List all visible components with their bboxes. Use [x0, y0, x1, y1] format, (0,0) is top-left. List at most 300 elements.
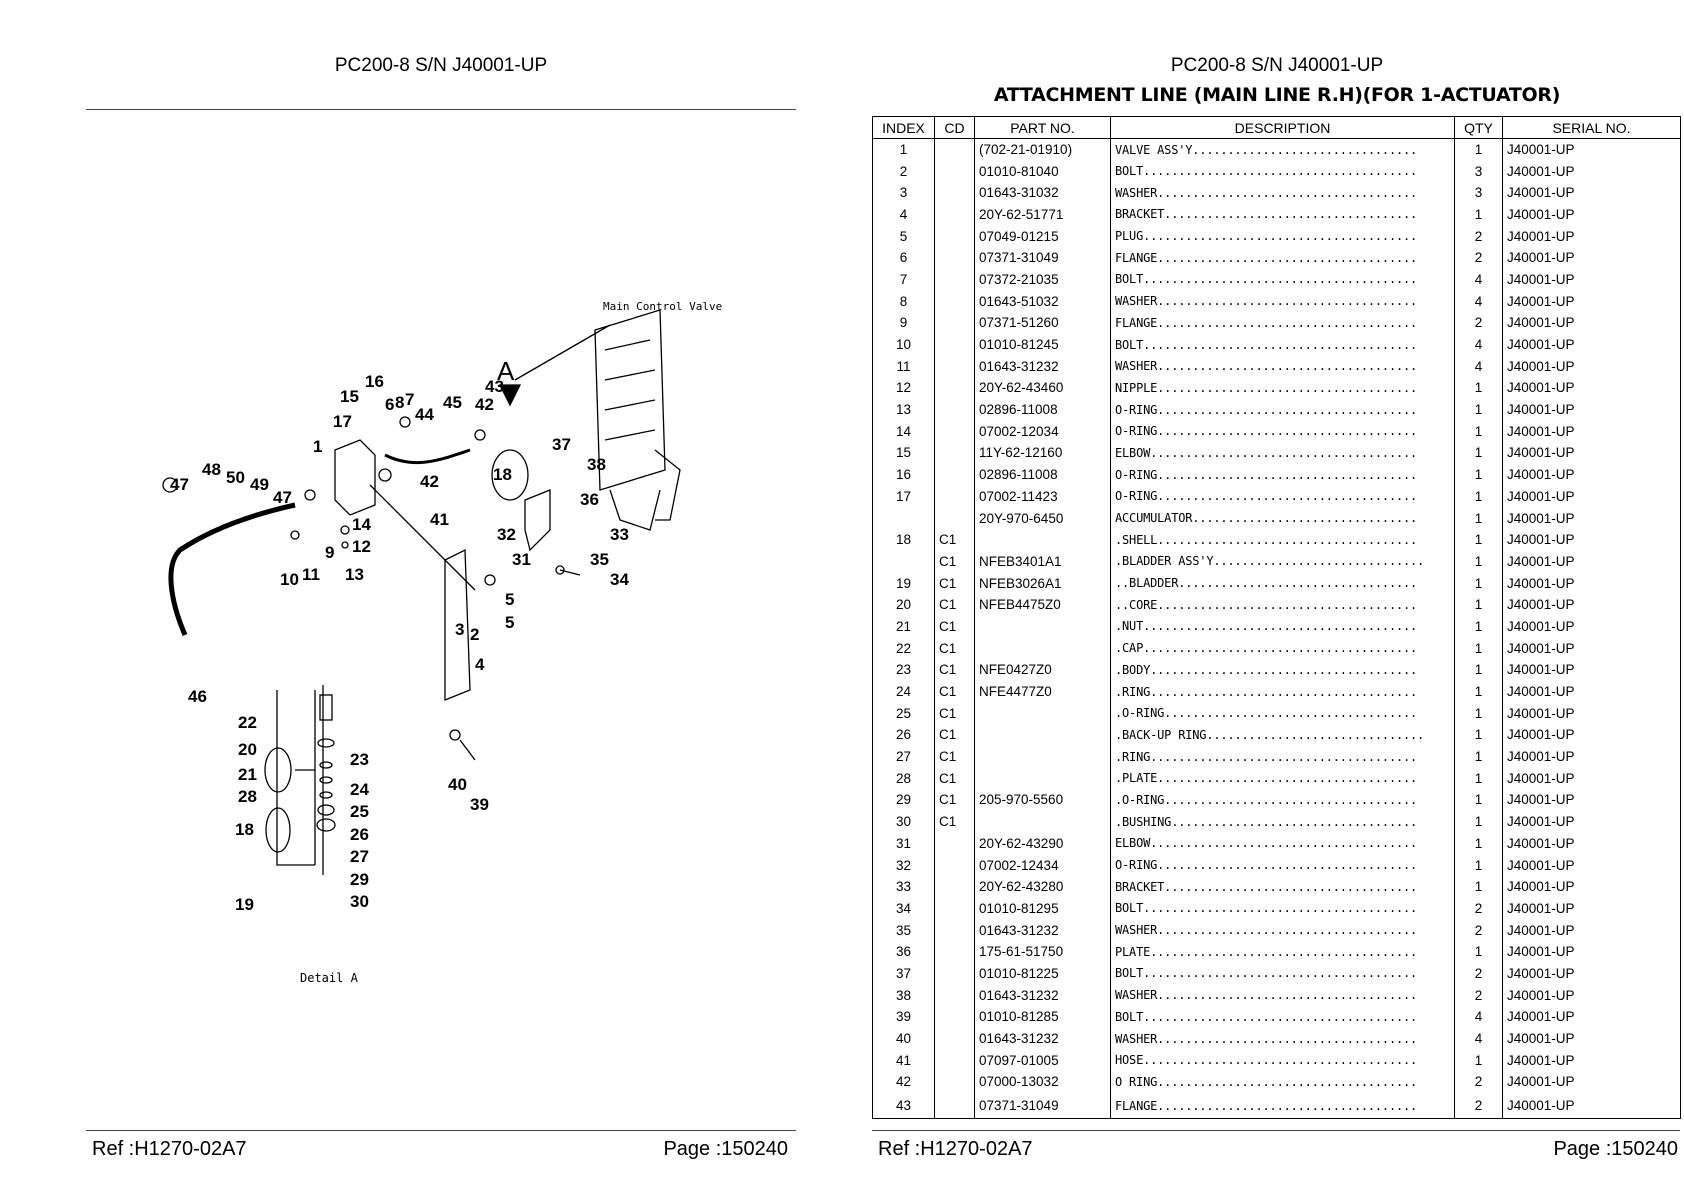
cell-serial: J40001-UP: [1503, 442, 1681, 464]
cell-part: 01643-31232: [975, 1028, 1111, 1050]
callout-44: 44: [415, 405, 434, 424]
cell-qty: 1: [1455, 594, 1503, 616]
table-row: [873, 486, 1681, 508]
cell-part: 07371-51260: [975, 312, 1111, 334]
table-row: [873, 529, 1681, 551]
cell-qty: 2: [1455, 1071, 1503, 1093]
cell-desc: .O-RING....................................: [1111, 789, 1455, 811]
callout-46: 46: [188, 687, 207, 706]
cell-serial: J40001-UP: [1503, 811, 1681, 833]
table-row: [873, 681, 1681, 703]
cell-index: [873, 507, 935, 529]
callout-49: 49: [250, 475, 269, 494]
callout-1: 1: [313, 437, 323, 456]
cell-qty: 1: [1455, 464, 1503, 486]
callout-29: 29: [350, 870, 369, 889]
table-row: [873, 1006, 1681, 1028]
cell-cd: [935, 1028, 975, 1050]
cell-serial: J40001-UP: [1503, 1028, 1681, 1050]
callout-47b: 47: [273, 488, 292, 507]
cell-desc: .BACK-UP RING...............................: [1111, 724, 1455, 746]
cell-qty: 4: [1455, 355, 1503, 377]
table-row: [873, 139, 1681, 161]
callout-48: 48: [202, 460, 221, 479]
cell-qty: 2: [1455, 247, 1503, 269]
cell-part: 02896-11008: [975, 399, 1111, 421]
table-row: [873, 659, 1681, 681]
callout-2: 2: [470, 625, 480, 644]
cell-part: 01010-81285: [975, 1006, 1111, 1028]
right-page-number: Page :150240: [1553, 1138, 1678, 1160]
cell-index: 22: [873, 637, 935, 659]
cell-index: 9: [873, 312, 935, 334]
cell-part: 20Y-62-43460: [975, 377, 1111, 399]
exploded-parts-diagram: [140, 290, 740, 1010]
callout-6: 6: [385, 395, 395, 414]
parts-table-body: [873, 139, 1681, 1119]
cell-desc: ELBOW......................................: [1111, 442, 1455, 464]
cell-index: 10: [873, 334, 935, 356]
cell-serial: J40001-UP: [1503, 551, 1681, 573]
callout-7: 7: [405, 390, 415, 409]
cell-qty: 1: [1455, 941, 1503, 963]
left-page-model-header: PC200-8 S/N J40001-UP: [334, 55, 548, 76]
table-row: [873, 919, 1681, 941]
callout-5b: 5: [505, 613, 515, 632]
callout-17: 17: [333, 412, 352, 431]
table-row: [873, 399, 1681, 421]
cell-index: 11: [873, 355, 935, 377]
cell-cd: [935, 963, 975, 985]
cell-part: [975, 767, 1111, 789]
cell-serial: J40001-UP: [1503, 594, 1681, 616]
cell-index: 34: [873, 898, 935, 920]
cell-part: 175-61-51750: [975, 941, 1111, 963]
table-row: [873, 963, 1681, 985]
cell-serial: J40001-UP: [1503, 139, 1681, 161]
cell-part: 07002-12034: [975, 420, 1111, 442]
table-row: [873, 464, 1681, 486]
table-row: [873, 225, 1681, 247]
cell-desc: NIPPLE.....................................: [1111, 377, 1455, 399]
cell-serial: J40001-UP: [1503, 833, 1681, 855]
cell-index: 2: [873, 160, 935, 182]
callout-5a: 5: [505, 590, 515, 609]
cell-cd: [935, 854, 975, 876]
table-row: [873, 204, 1681, 226]
cell-cd: C1: [935, 702, 975, 724]
cell-desc: WASHER.....................................: [1111, 290, 1455, 312]
cell-part: NFEB4475Z0: [975, 594, 1111, 616]
cell-qty: 3: [1455, 182, 1503, 204]
cell-qty: 1: [1455, 833, 1503, 855]
cell-desc: O-RING.....................................: [1111, 486, 1455, 508]
callout-43: 43: [485, 377, 504, 396]
cell-part: 01010-81040: [975, 160, 1111, 182]
cell-index: 43: [873, 1093, 935, 1119]
cell-desc: .CAP.......................................: [1111, 637, 1455, 659]
table-row: [873, 1028, 1681, 1050]
cell-serial: J40001-UP: [1503, 1006, 1681, 1028]
cell-serial: J40001-UP: [1503, 160, 1681, 182]
cell-serial: J40001-UP: [1503, 290, 1681, 312]
cell-part: 01643-31232: [975, 919, 1111, 941]
cell-qty: 4: [1455, 334, 1503, 356]
callout-10: 10: [280, 570, 299, 589]
cell-cd: [935, 399, 975, 421]
cell-cd: [935, 160, 975, 182]
cell-desc: .RING......................................: [1111, 746, 1455, 768]
callout-19: 19: [235, 895, 254, 914]
left-footer-rule: [86, 1130, 796, 1131]
cell-index: 18: [873, 529, 935, 551]
callout-45: 45: [443, 393, 462, 412]
cell-qty: 1: [1455, 876, 1503, 898]
table-row: [873, 789, 1681, 811]
cell-serial: J40001-UP: [1503, 334, 1681, 356]
cell-desc: WASHER.....................................: [1111, 355, 1455, 377]
table-row: [873, 746, 1681, 768]
table-row: [873, 269, 1681, 291]
cell-index: 8: [873, 290, 935, 312]
cell-qty: 2: [1455, 898, 1503, 920]
header-part-no: PART NO.: [975, 117, 1111, 139]
cell-qty: 4: [1455, 1028, 1503, 1050]
cell-cd: [935, 290, 975, 312]
table-row: [873, 898, 1681, 920]
cell-qty: 1: [1455, 399, 1503, 421]
callout-25: 25: [350, 802, 369, 821]
cell-qty: 1: [1455, 616, 1503, 638]
cell-serial: J40001-UP: [1503, 529, 1681, 551]
cell-serial: J40001-UP: [1503, 247, 1681, 269]
cell-index: 37: [873, 963, 935, 985]
cell-cd: C1: [935, 811, 975, 833]
callout-18b: 18: [235, 820, 254, 839]
cell-part: 01643-31032: [975, 182, 1111, 204]
callout-12: 12: [352, 537, 371, 556]
cell-qty: 4: [1455, 290, 1503, 312]
cell-desc: .PLATE.....................................: [1111, 767, 1455, 789]
cell-qty: 1: [1455, 420, 1503, 442]
callout-4: 4: [475, 655, 485, 674]
cell-cd: [935, 139, 975, 161]
cell-part: 01643-31232: [975, 984, 1111, 1006]
callout-24: 24: [350, 780, 369, 799]
cell-part: 20Y-970-6450: [975, 507, 1111, 529]
header-cd: CD: [935, 117, 975, 139]
table-row: [873, 833, 1681, 855]
cell-cd: [935, 941, 975, 963]
cell-serial: J40001-UP: [1503, 984, 1681, 1006]
cell-qty: 1: [1455, 377, 1503, 399]
cell-cd: [935, 182, 975, 204]
table-row: [873, 984, 1681, 1006]
cell-serial: J40001-UP: [1503, 225, 1681, 247]
callout-27: 27: [350, 847, 369, 866]
table-row: [873, 1049, 1681, 1071]
cell-desc: BOLT.......................................: [1111, 160, 1455, 182]
cell-serial: J40001-UP: [1503, 659, 1681, 681]
table-row: [873, 160, 1681, 182]
cell-index: 41: [873, 1049, 935, 1071]
callout-23: 23: [350, 750, 369, 769]
callout-18a: 18: [493, 465, 512, 484]
cell-cd: [935, 204, 975, 226]
cell-desc: WASHER.....................................: [1111, 984, 1455, 1006]
cell-cd: C1: [935, 767, 975, 789]
cell-index: 20: [873, 594, 935, 616]
cell-part: 20Y-62-43280: [975, 876, 1111, 898]
cell-desc: .O-RING....................................: [1111, 702, 1455, 724]
cell-desc: BOLT.......................................: [1111, 898, 1455, 920]
callout-26: 26: [350, 825, 369, 844]
cell-qty: 1: [1455, 637, 1503, 659]
cell-qty: 2: [1455, 225, 1503, 247]
callout-31: 31: [512, 550, 531, 569]
cell-serial: J40001-UP: [1503, 1093, 1681, 1119]
cell-serial: J40001-UP: [1503, 767, 1681, 789]
table-row: [873, 572, 1681, 594]
cell-part: 01643-51032: [975, 290, 1111, 312]
table-row: [873, 507, 1681, 529]
cell-part: [975, 529, 1111, 551]
cell-qty: 1: [1455, 767, 1503, 789]
cell-index: 36: [873, 941, 935, 963]
cell-part: 20Y-62-43290: [975, 833, 1111, 855]
cell-serial: J40001-UP: [1503, 702, 1681, 724]
cell-index: 16: [873, 464, 935, 486]
cell-cd: C1: [935, 746, 975, 768]
cell-part: 07049-01215: [975, 225, 1111, 247]
cell-desc: WASHER.....................................: [1111, 919, 1455, 941]
cell-part: 07372-21035: [975, 269, 1111, 291]
table-row: [873, 941, 1681, 963]
callout-32: 32: [497, 525, 516, 544]
cell-part: [975, 724, 1111, 746]
cell-cd: [935, 1093, 975, 1119]
table-row: [873, 594, 1681, 616]
cell-qty: 1: [1455, 702, 1503, 724]
cell-part: 20Y-62-51771: [975, 204, 1111, 226]
cell-index: 40: [873, 1028, 935, 1050]
cell-part: 07371-31049: [975, 1093, 1111, 1119]
right-ref: Ref :H1270-02A7: [878, 1138, 1033, 1160]
table-row: [873, 377, 1681, 399]
cell-desc: .SHELL.....................................: [1111, 529, 1455, 551]
cell-part: [975, 616, 1111, 638]
cell-index: 26: [873, 724, 935, 746]
cell-qty: 1: [1455, 139, 1503, 161]
cell-part: NFEB3026A1: [975, 572, 1111, 594]
cell-desc: O-RING.....................................: [1111, 399, 1455, 421]
cell-serial: J40001-UP: [1503, 1071, 1681, 1093]
callout-9: 9: [325, 543, 335, 562]
cell-desc: BRACKET....................................: [1111, 204, 1455, 226]
table-row: [873, 290, 1681, 312]
cell-desc: BOLT.......................................: [1111, 1006, 1455, 1028]
cell-cd: [935, 919, 975, 941]
cell-index: 21: [873, 616, 935, 638]
cell-serial: J40001-UP: [1503, 746, 1681, 768]
cell-qty: 1: [1455, 659, 1503, 681]
left-header-rule: [86, 109, 796, 110]
cell-desc: BRACKET....................................: [1111, 876, 1455, 898]
cell-desc: HOSE.......................................: [1111, 1049, 1455, 1071]
cell-index: 17: [873, 486, 935, 508]
cell-cd: C1: [935, 724, 975, 746]
cell-qty: 1: [1455, 789, 1503, 811]
cell-cd: [935, 355, 975, 377]
cell-index: 13: [873, 399, 935, 421]
cell-part: [975, 811, 1111, 833]
cell-index: 4: [873, 204, 935, 226]
table-row: [873, 811, 1681, 833]
callout-42b: 42: [475, 395, 494, 414]
cell-qty: 2: [1455, 984, 1503, 1006]
cell-cd: C1: [935, 572, 975, 594]
callout-11: 11: [302, 565, 320, 584]
callout-34: 34: [610, 570, 629, 589]
callout-20: 20: [238, 740, 257, 759]
left-page-number: Page :150240: [663, 1138, 788, 1160]
cell-desc: O-RING.....................................: [1111, 464, 1455, 486]
cell-desc: BOLT.......................................: [1111, 269, 1455, 291]
callout-41: 41: [430, 510, 449, 529]
cell-index: 38: [873, 984, 935, 1006]
cell-qty: 2: [1455, 1093, 1503, 1119]
cell-part: 07002-12434: [975, 854, 1111, 876]
page-title: ATTACHMENT LINE (MAIN LINE R.H)(FOR 1-ACTUATOR): [993, 84, 1561, 106]
cell-part: 01643-31232: [975, 355, 1111, 377]
cell-part: [975, 637, 1111, 659]
header-description: DESCRIPTION: [1111, 117, 1455, 139]
cell-serial: J40001-UP: [1503, 681, 1681, 703]
cell-cd: [935, 377, 975, 399]
cell-index: 5: [873, 225, 935, 247]
table-row: [873, 551, 1681, 573]
header-serial: SERIAL NO.: [1503, 117, 1681, 139]
cell-cd: [935, 507, 975, 529]
cell-cd: [935, 1071, 975, 1093]
cell-index: 15: [873, 442, 935, 464]
table-row: [873, 767, 1681, 789]
cell-serial: J40001-UP: [1503, 182, 1681, 204]
cell-desc: VALVE ASS'Y................................: [1111, 139, 1455, 161]
table-row: [873, 312, 1681, 334]
cell-desc: .BODY......................................: [1111, 659, 1455, 681]
cell-cd: [935, 420, 975, 442]
cell-desc: FLANGE.....................................: [1111, 1093, 1455, 1119]
cell-desc: ..BLADDER..................................: [1111, 572, 1455, 594]
callout-40: 40: [448, 775, 467, 794]
cell-desc: BOLT.......................................: [1111, 963, 1455, 985]
cell-desc: ELBOW......................................: [1111, 833, 1455, 855]
cell-qty: 1: [1455, 204, 1503, 226]
cell-index: 25: [873, 702, 935, 724]
cell-serial: J40001-UP: [1503, 854, 1681, 876]
cell-desc: FLANGE.....................................: [1111, 247, 1455, 269]
callout-39: 39: [470, 795, 489, 814]
cell-serial: J40001-UP: [1503, 876, 1681, 898]
callout-22: 22: [238, 713, 257, 732]
cell-cd: [935, 225, 975, 247]
callout-38: 38: [587, 455, 606, 474]
cell-index: 28: [873, 767, 935, 789]
cell-desc: ..CORE.....................................: [1111, 594, 1455, 616]
cell-desc: WASHER.....................................: [1111, 1028, 1455, 1050]
cell-cd: C1: [935, 637, 975, 659]
callout-14: 14: [352, 515, 371, 534]
cell-desc: .BLADDER ASS'Y..............................: [1111, 551, 1455, 573]
cell-index: 35: [873, 919, 935, 941]
cell-serial: J40001-UP: [1503, 420, 1681, 442]
main-valve-label: Main Control Valve: [603, 300, 723, 313]
callout-21: 21: [238, 765, 257, 784]
cell-qty: 4: [1455, 1006, 1503, 1028]
cell-index: 14: [873, 420, 935, 442]
callout-42a: 42: [420, 472, 439, 491]
cell-index: [873, 551, 935, 573]
cell-desc: O-RING.....................................: [1111, 854, 1455, 876]
cell-qty: 1: [1455, 1049, 1503, 1071]
table-row: [873, 637, 1681, 659]
table-row: [873, 876, 1681, 898]
cell-serial: J40001-UP: [1503, 919, 1681, 941]
cell-part: [975, 702, 1111, 724]
cell-desc: FLANGE.....................................: [1111, 312, 1455, 334]
cell-serial: J40001-UP: [1503, 898, 1681, 920]
cell-index: 23: [873, 659, 935, 681]
callout-33: 33: [610, 525, 629, 544]
cell-part: 01010-81225: [975, 963, 1111, 985]
cell-desc: PLATE......................................: [1111, 941, 1455, 963]
cell-cd: [935, 833, 975, 855]
left-ref: Ref :H1270-02A7: [92, 1138, 247, 1160]
cell-index: 30: [873, 811, 935, 833]
cell-index: 19: [873, 572, 935, 594]
cell-index: 6: [873, 247, 935, 269]
cell-cd: C1: [935, 789, 975, 811]
callout-28: 28: [238, 787, 257, 806]
arrow-a-label: A: [497, 356, 515, 386]
cell-part: NFE0427Z0: [975, 659, 1111, 681]
cell-part: 07000-13032: [975, 1071, 1111, 1093]
cell-cd: C1: [935, 551, 975, 573]
cell-serial: J40001-UP: [1503, 941, 1681, 963]
header-qty: QTY: [1455, 117, 1503, 139]
cell-cd: [935, 984, 975, 1006]
cell-desc: .BUSHING...................................: [1111, 811, 1455, 833]
cell-serial: J40001-UP: [1503, 355, 1681, 377]
cell-serial: J40001-UP: [1503, 464, 1681, 486]
cell-desc: ACCUMULATOR................................: [1111, 507, 1455, 529]
cell-part: 205-970-5560: [975, 789, 1111, 811]
cell-qty: 2: [1455, 919, 1503, 941]
table-row: [873, 702, 1681, 724]
cell-cd: [935, 442, 975, 464]
table-row: [873, 442, 1681, 464]
cell-index: 31: [873, 833, 935, 855]
cell-index: 33: [873, 876, 935, 898]
table-row: [873, 1093, 1681, 1119]
cell-cd: [935, 464, 975, 486]
cell-part: NFE4477Z0: [975, 681, 1111, 703]
table-row: [873, 724, 1681, 746]
cell-cd: C1: [935, 616, 975, 638]
cell-index: 27: [873, 746, 935, 768]
cell-qty: 1: [1455, 811, 1503, 833]
